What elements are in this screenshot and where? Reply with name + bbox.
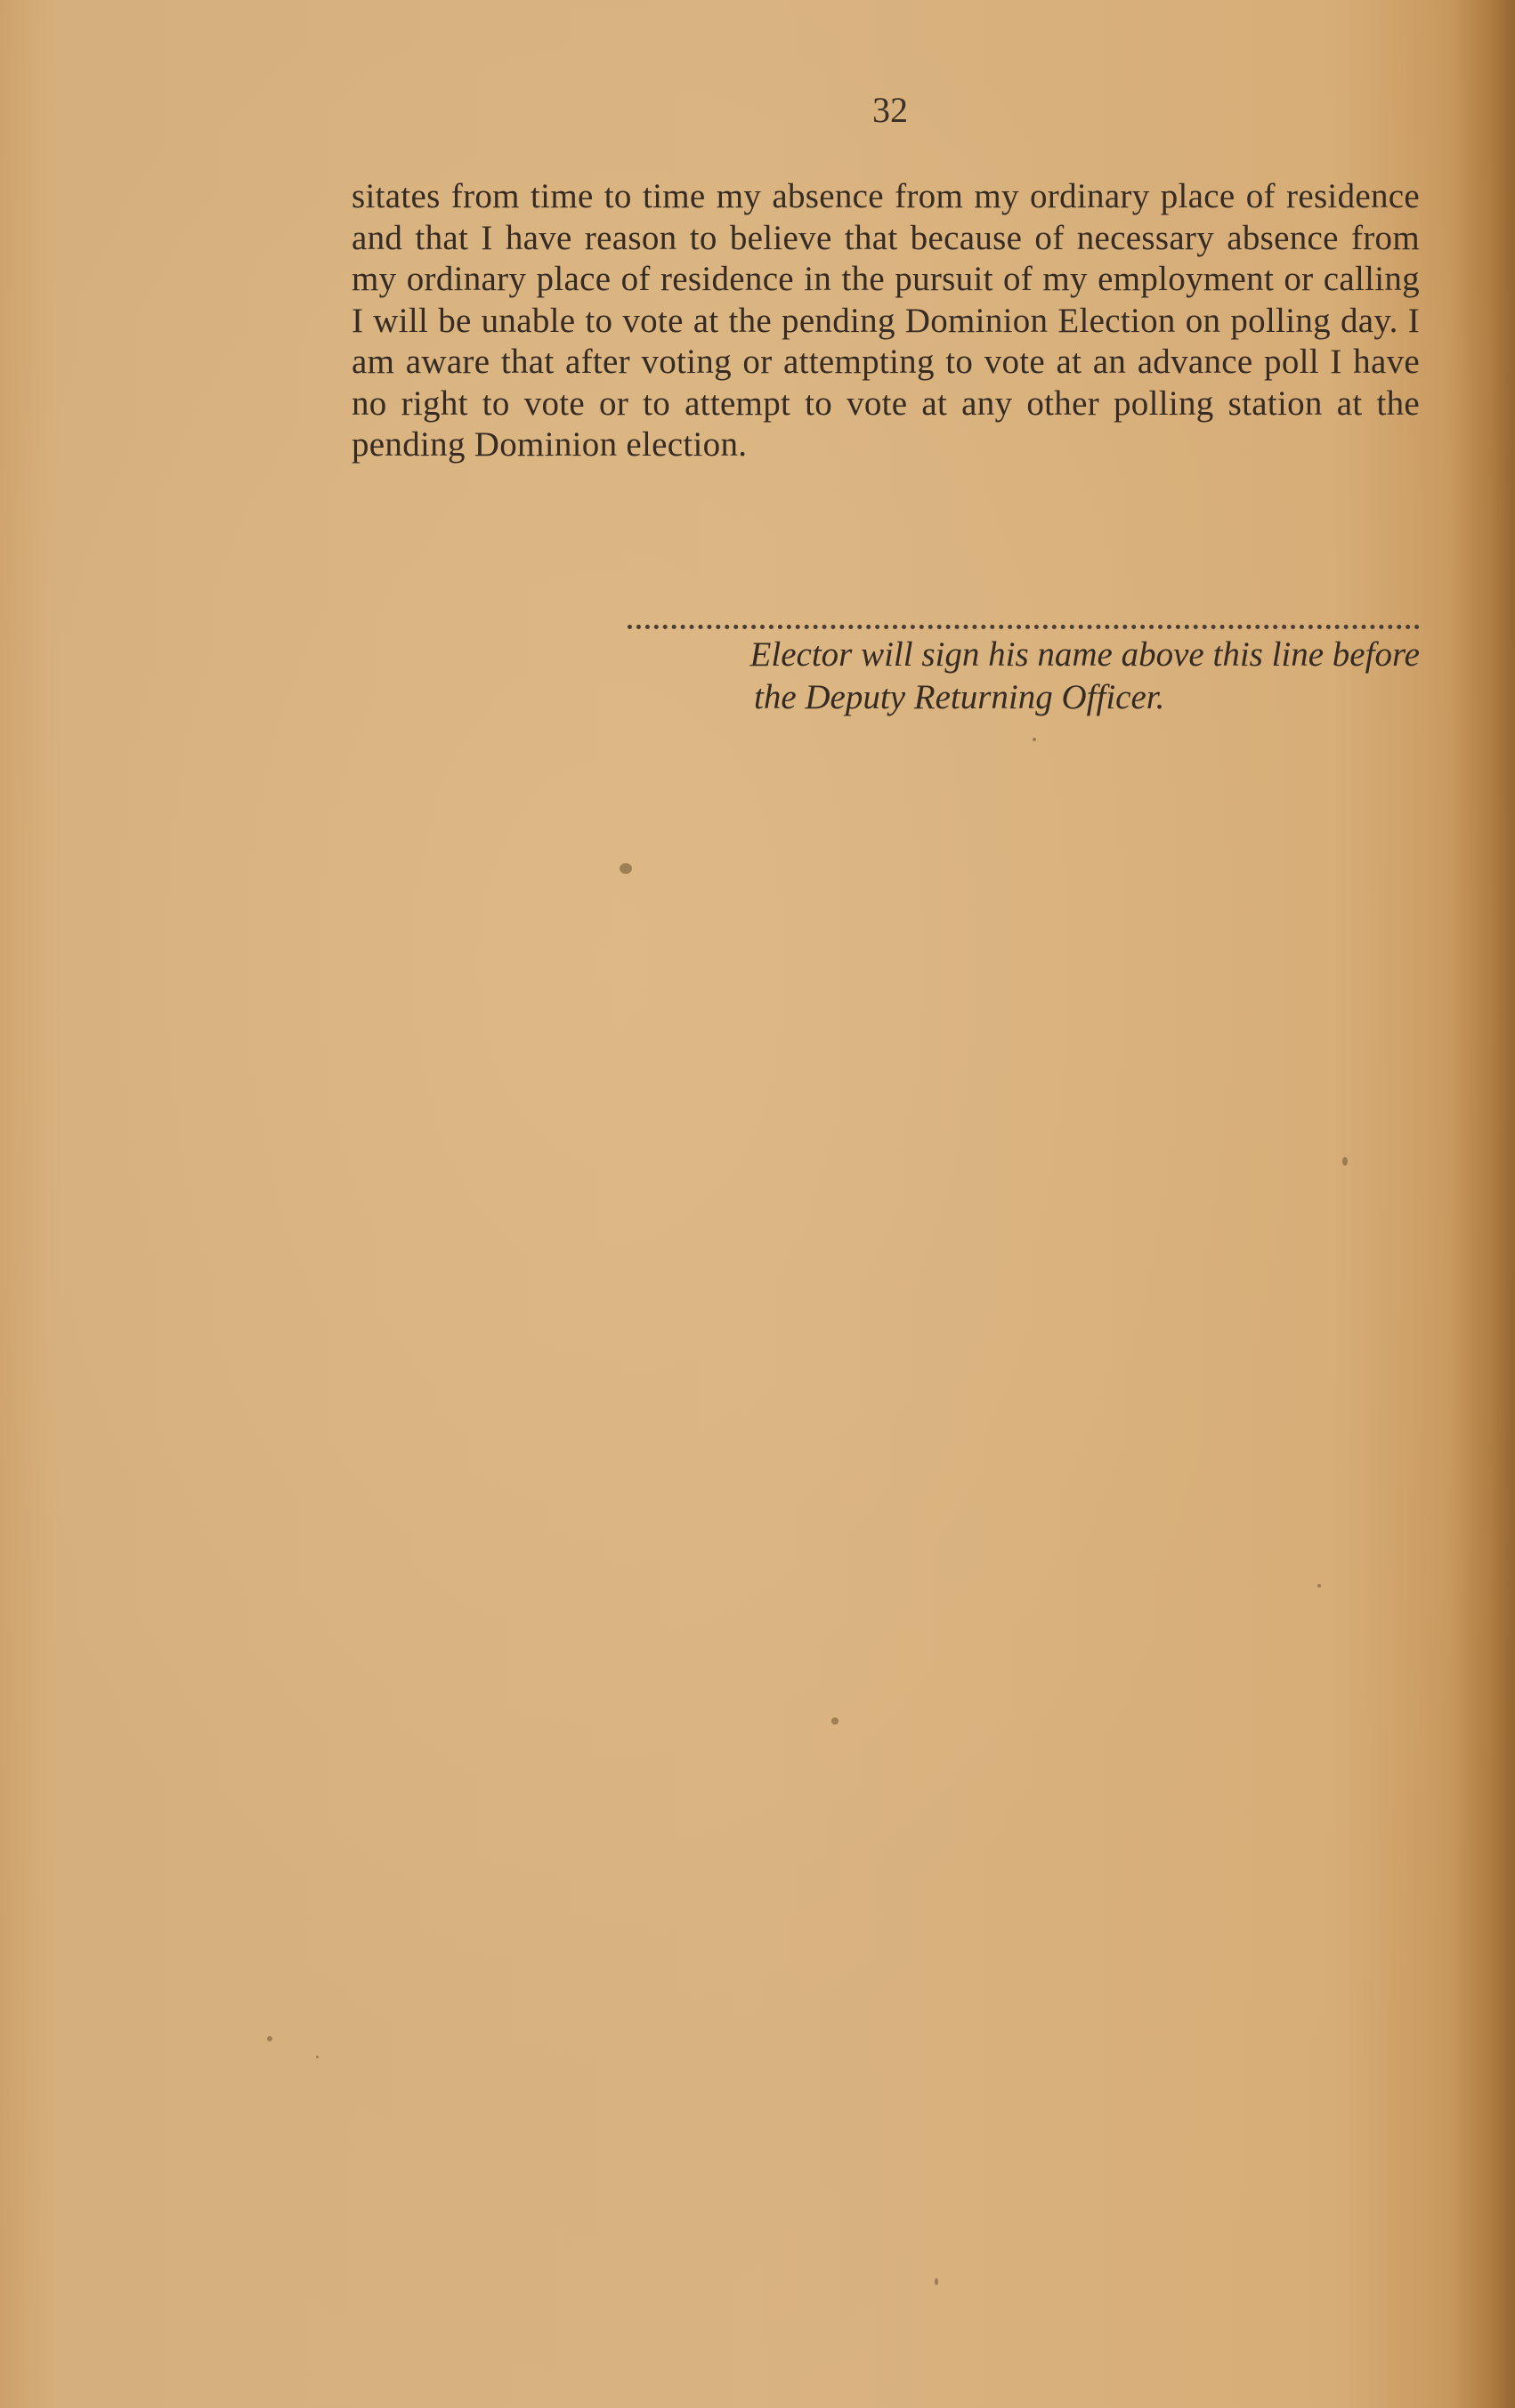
signature-line xyxy=(628,625,1420,629)
paper-speck xyxy=(831,1717,839,1725)
signature-caption-line-2: the Deputy Returning Officer. xyxy=(754,678,1165,716)
paper-speck xyxy=(316,2056,319,2058)
page-number: 32 xyxy=(872,90,908,130)
body-paragraph: sitates from time to time my absence from my ordinary place of residence and that I have reason to believe that because of necessary absence from my ordinary place of residence in the pursuit of my employment or calling I will be unable to vote at the pending Dominion Election on polling day. I am aware that after voting or attempting to vote at an advance poll I have no right to vote or to attempt to vote at any other polling station at the pending Dominion election. xyxy=(352,177,1420,464)
paper-speck xyxy=(1317,1584,1321,1588)
page-edge-shadow xyxy=(1453,0,1515,2408)
signature-caption-line-1: Elector will sign his name above this line before xyxy=(749,635,1420,674)
paper-speck xyxy=(935,2278,938,2285)
signature-caption xyxy=(552,634,1420,719)
paper-speck xyxy=(267,2036,272,2041)
paper-speck xyxy=(1033,738,1036,741)
paper-speck xyxy=(620,863,632,874)
paper-speck xyxy=(1342,1157,1348,1166)
